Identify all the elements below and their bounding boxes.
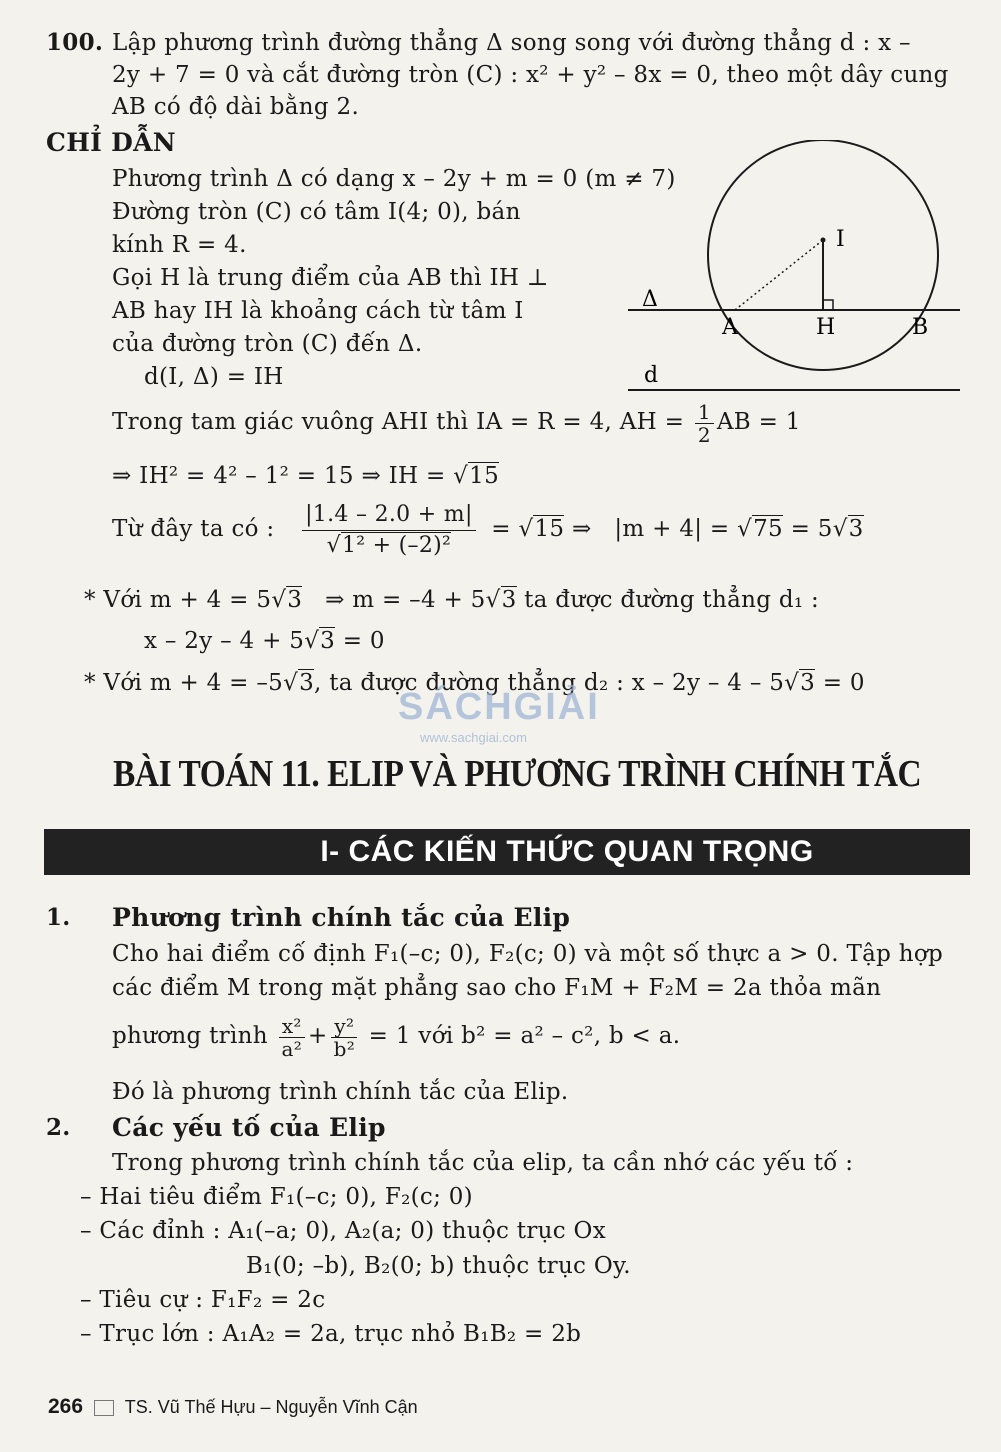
label-a: A bbox=[722, 315, 738, 340]
guide-line-1: Phương trình Δ có dạng x – 2y + m = 0 (m ≠ 7) bbox=[112, 166, 676, 192]
guide-line-4: Gọi H là trung điểm của AB thì IH ⊥ bbox=[112, 265, 549, 291]
item1-title: Phương trình chính tắc của Elip bbox=[112, 903, 571, 932]
guide-line-6: của đường tròn (C) đến Δ. bbox=[112, 331, 423, 357]
half-den: 2 bbox=[697, 422, 711, 447]
problem-line-1: Lập phương trình đường thẳng Δ song song với đường thẳng d : x – bbox=[112, 30, 911, 56]
ah-left: AH = bbox=[619, 409, 685, 435]
item1-equation bbox=[112, 1010, 680, 1062]
ih-text: ⇒ IH² = 4² – 1² = 15 ⇒ IH = bbox=[112, 463, 446, 489]
item2-bullet-4: – Trục lớn : A₁A₂ = 2a, trục nhỏ B₁B₂ = 2b bbox=[80, 1321, 582, 1347]
label-i: I bbox=[836, 227, 845, 252]
sqrt-3-f: 3 bbox=[800, 670, 816, 696]
y2-b2-fraction bbox=[331, 1015, 358, 1060]
watermark-url: www.sachgiai.com bbox=[420, 730, 527, 745]
label-delta: Δ bbox=[642, 287, 658, 312]
problem-line-2: 2y + 7 = 0 và cắt đường tròn (C) : x² + y² – 8x = 0, theo một dây cung bbox=[112, 62, 949, 88]
sqrt-75: 75 bbox=[753, 516, 783, 542]
case-1-line: * Với m + 4 = 5√3 ⇒ m = –4 + 5√3 ta được đường thẳng d₁ : bbox=[84, 587, 820, 613]
eq-prefix: phương trình bbox=[112, 1023, 268, 1049]
item1-line-4: Đó là phương trình chính tắc của Elip. bbox=[112, 1079, 569, 1105]
segment-ia bbox=[735, 240, 823, 310]
eq-mid: = bbox=[491, 516, 511, 542]
item2-number: 2. bbox=[46, 1114, 71, 1141]
item2-bullet-3: – Tiêu cự : F₁F₂ = 2c bbox=[80, 1287, 326, 1313]
watermark-logo: SÁCHGIẢI bbox=[398, 686, 600, 728]
item1-line-1: Cho hai điểm cố định F₁(–c; 0), F₂(c; 0) và một số thực a > 0. Tập hợp bbox=[112, 941, 944, 967]
y2: y² bbox=[331, 1015, 357, 1038]
sqrt-3-e: 3 bbox=[299, 670, 315, 696]
ah-right: AB = 1 bbox=[716, 409, 801, 435]
sqrt-15: 15 bbox=[469, 463, 500, 489]
book-icon bbox=[94, 1400, 114, 1416]
page-number: 266 bbox=[48, 1395, 84, 1418]
guide-line-3: kính R = 4. bbox=[112, 232, 247, 258]
case-2-line: * Với m + 4 = –5√3, ta được đường thẳng d₂ : x – 2y – 4 – 5√3 = 0 bbox=[84, 670, 865, 696]
sqrt-3-a: 3 bbox=[848, 516, 864, 542]
eq-suffix: = 1 với b² = a² – c², b < a. bbox=[368, 1023, 681, 1049]
x2: x² bbox=[279, 1015, 305, 1038]
guide-line-2: Đường tròn (C) có tâm I(4; 0), bán bbox=[112, 199, 521, 225]
a2: a² bbox=[281, 1036, 303, 1061]
case2-a: * Với m + 4 = –5 bbox=[84, 670, 284, 696]
sqrt-3-c: 3 bbox=[501, 587, 517, 613]
case-1-eq: x – 2y – 4 + 5√3 = 0 bbox=[144, 628, 385, 654]
case1-c: ta được đường thẳng d₁ : bbox=[524, 587, 820, 613]
case2-c: = 0 bbox=[822, 670, 865, 696]
item1-number: 1. bbox=[46, 904, 71, 931]
sqrt-3-d: 3 bbox=[320, 628, 336, 654]
item2-bullet-2b: B₁(0; –b), B₂(0; b) thuộc trục Oy. bbox=[246, 1253, 631, 1279]
item2-bullet-1: – Hai tiêu điểm F₁(–c; 0), F₂(c; 0) bbox=[80, 1184, 473, 1210]
plus: + bbox=[308, 1023, 328, 1049]
implies: ⇒ bbox=[571, 516, 592, 542]
x2-a2-fraction bbox=[279, 1015, 306, 1060]
label-b: B bbox=[912, 315, 929, 340]
triangle-text: Trong tam giác vuông AHI thì IA = R = 4, bbox=[112, 409, 613, 435]
banner-text: I- CÁC KIẾN THỨC QUAN TRỌNG bbox=[320, 835, 814, 868]
sqrt-15-b: 15 bbox=[534, 516, 565, 542]
problem-line-3: AB có độ dài bằng 2. bbox=[112, 94, 360, 120]
section-title: BÀI TOÁN 11. ELIP VÀ PHƯƠNG TRÌNH CHÍNH TẮC bbox=[113, 753, 922, 795]
right-angle-mark bbox=[823, 300, 833, 310]
ih-line: ⇒ IH² = 4² – 1² = 15 ⇒ IH = √15 bbox=[112, 463, 500, 489]
b2: b² bbox=[333, 1036, 356, 1061]
abs-expr: |m + 4| = bbox=[614, 516, 730, 542]
guide-line-5: AB hay IH là khoảng cách từ tâm I bbox=[112, 298, 524, 324]
label-h: H bbox=[816, 315, 836, 340]
case1-eq-a: x – 2y – 4 + 5 bbox=[144, 628, 305, 654]
circle-figure bbox=[620, 140, 965, 400]
item2-bullet-2: – Các đỉnh : A₁(–a; 0), A₂(a; 0) thuộc trục Ox bbox=[80, 1218, 606, 1244]
item2-intro: Trong phương trình chính tắc của elip, ta cần nhớ các yếu tố : bbox=[112, 1150, 854, 1176]
sqrt-3-b: 3 bbox=[287, 587, 303, 613]
case1-b: ⇒ m = –4 + 5 bbox=[325, 587, 486, 613]
page-footer bbox=[48, 1395, 418, 1419]
point-i bbox=[821, 238, 826, 243]
half-num: 1 bbox=[695, 401, 714, 424]
item1-line-2: các điểm M trong mặt phẳng sao cho F₁M + F₂M = 2a thỏa mãn bbox=[112, 975, 882, 1001]
half-fraction bbox=[695, 401, 714, 446]
case2-b: , ta được đường thẳng d₂ : x – 2y – 4 – 5 bbox=[314, 670, 785, 696]
distance-fraction: $\frac{|1.4 - 2.0 + m|}{\text{√1² + (–2)²}}$ bbox=[302, 500, 476, 561]
label-d: d bbox=[644, 363, 659, 388]
eq-final: = 5 bbox=[790, 516, 833, 542]
guide-line-7: d(I, Δ) = IH bbox=[144, 364, 284, 390]
problem-number: 100. bbox=[46, 29, 104, 56]
section-banner bbox=[44, 829, 970, 875]
item2-title: Các yếu tố của Elip bbox=[112, 1113, 386, 1142]
case1-a: * Với m + 4 = 5 bbox=[84, 587, 272, 613]
distance-num: |1.4 – 2.0 + m| bbox=[302, 500, 476, 531]
guide-heading: CHỈ DẪN bbox=[46, 128, 176, 157]
from-here-text: Từ đây ta có : bbox=[112, 516, 275, 542]
distance-den: 1² + (–2)² bbox=[341, 532, 452, 558]
footer-authors: TS. Vũ Thế Hựu – Nguyễn Vĩnh Cận bbox=[124, 1397, 418, 1417]
triangle-line bbox=[112, 398, 801, 446]
case1-eq-b: = 0 bbox=[342, 628, 385, 654]
from-here-line: Từ đây ta có : $\frac{|1.4 - 2.0 + m|}{\text{√1² + (–2)²}}$ = √15 ⇒ |m + 4| = √75 = 5√3 bbox=[112, 494, 864, 564]
